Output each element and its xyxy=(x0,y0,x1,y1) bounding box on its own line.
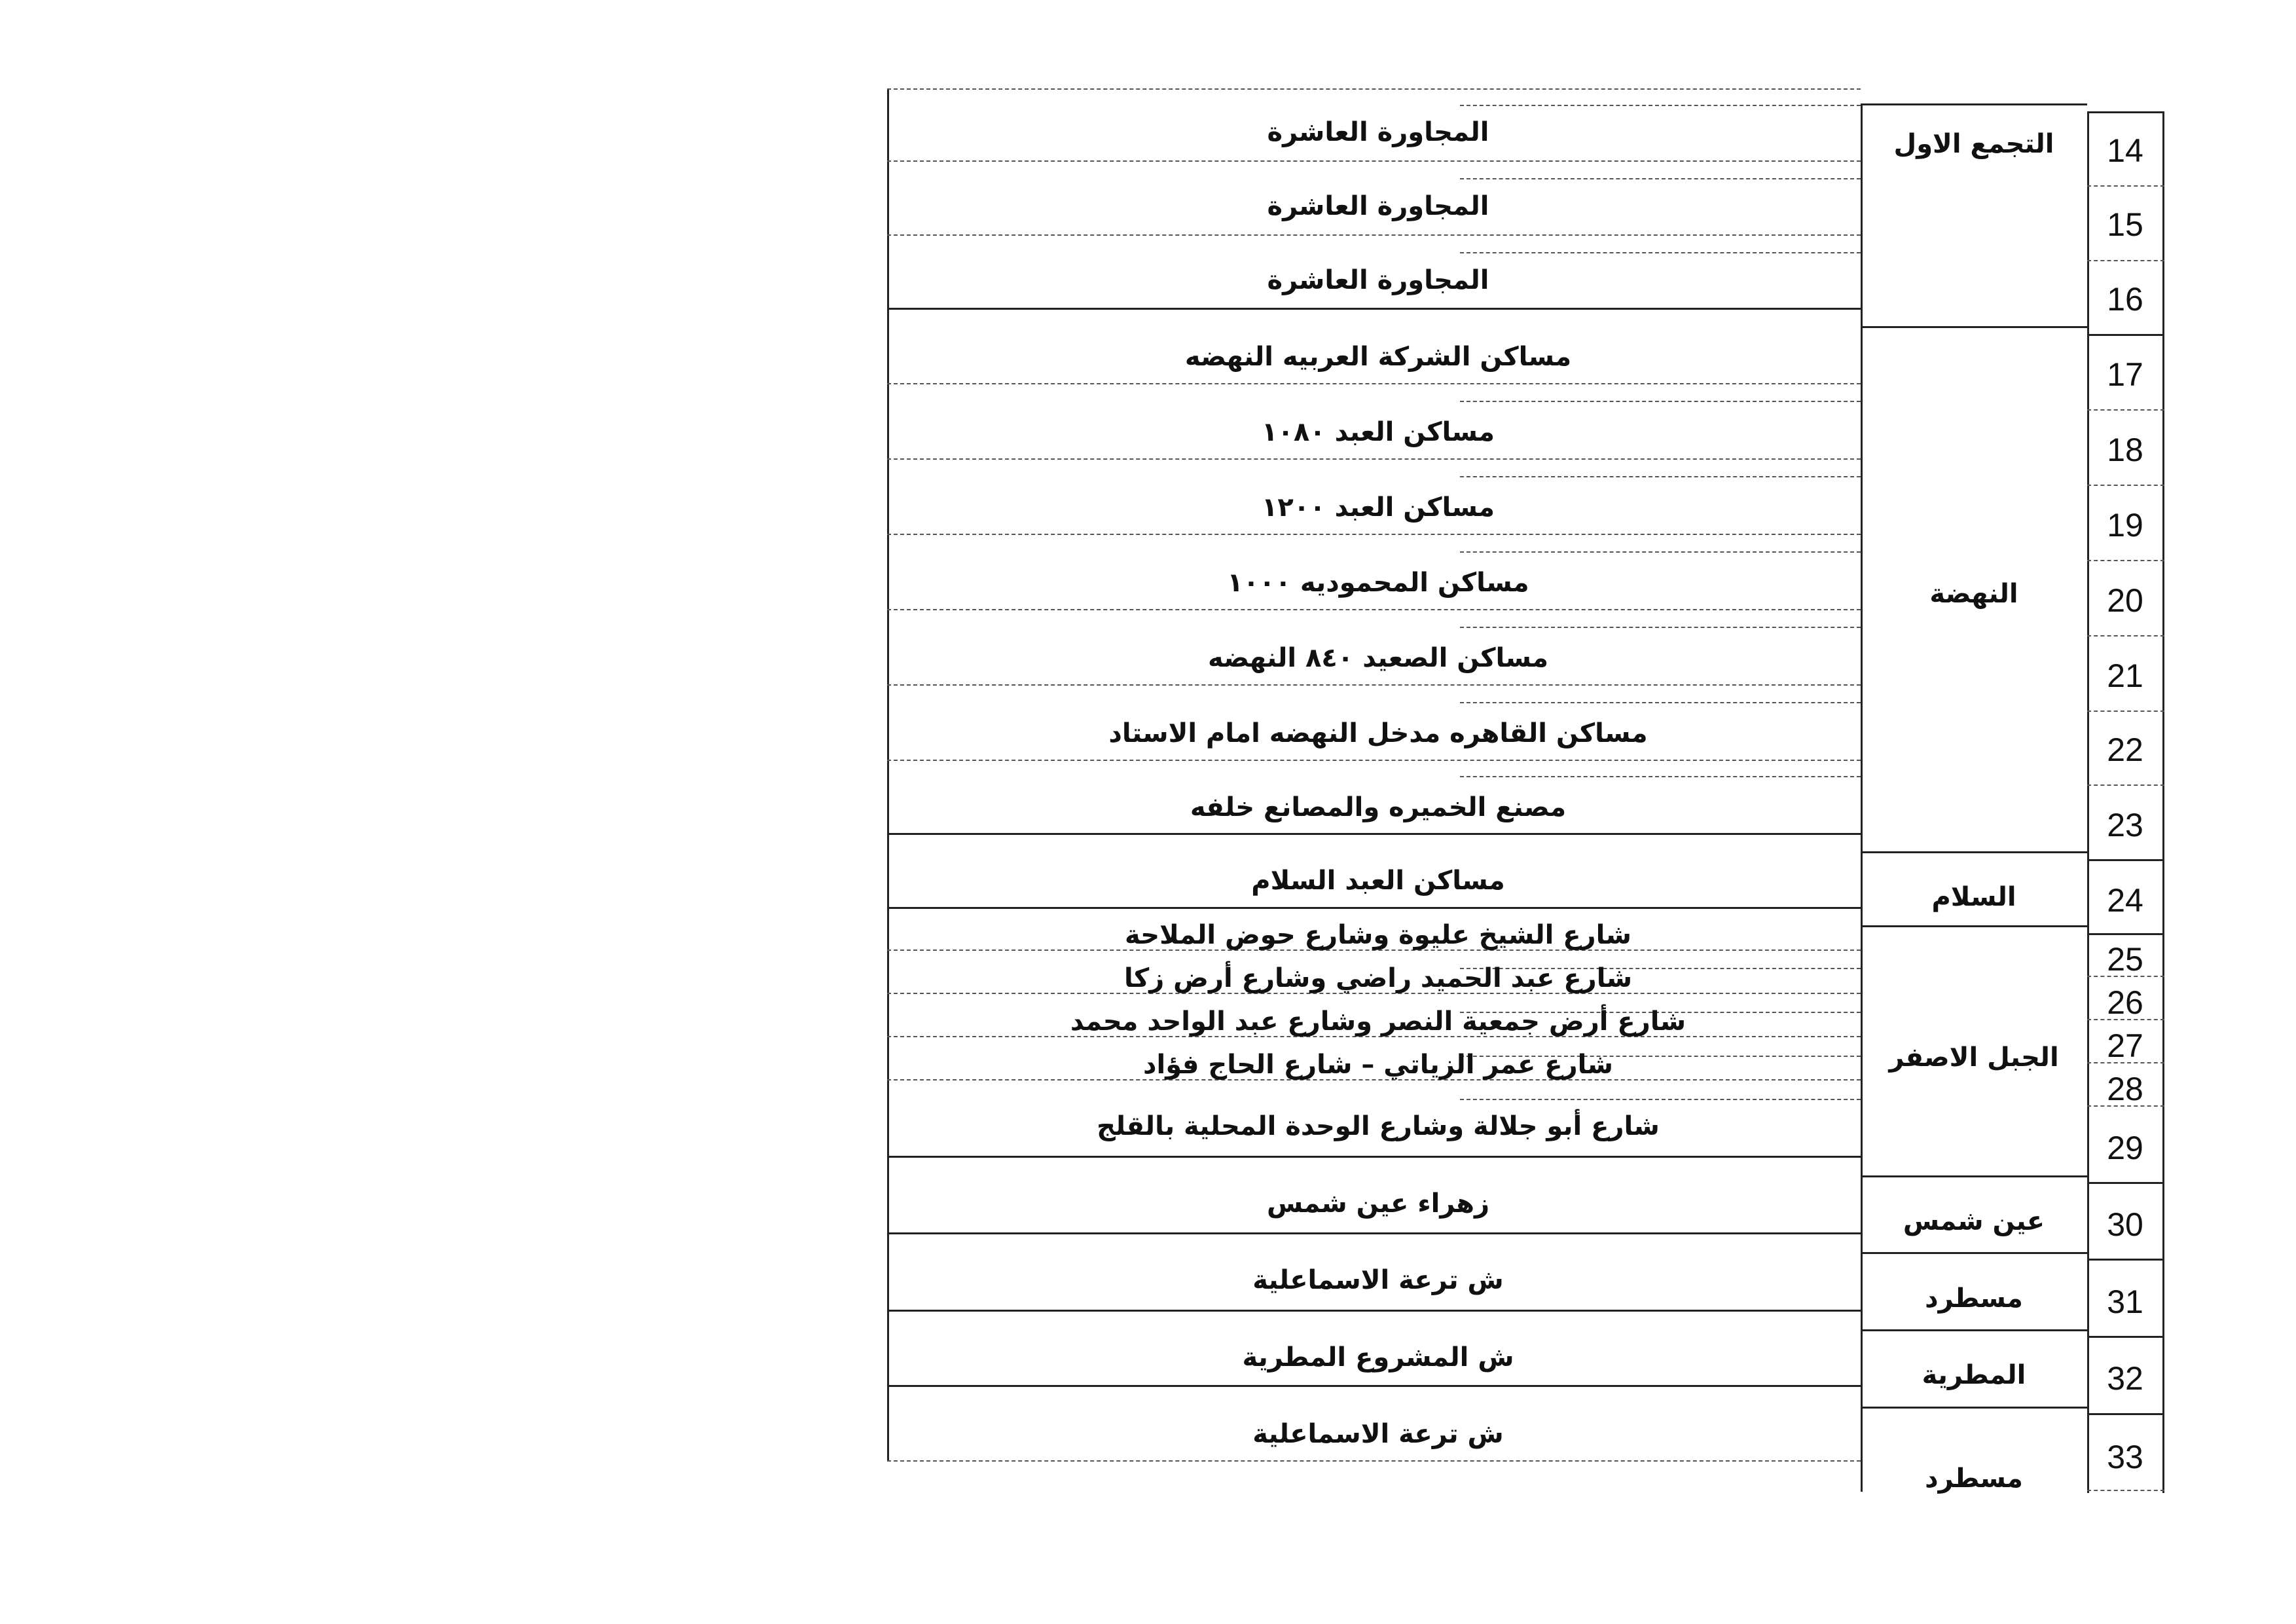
place-rule xyxy=(887,1156,1861,1158)
place-rule xyxy=(887,88,1861,90)
row-number: 17 xyxy=(2107,356,2143,393)
area-rule xyxy=(1861,925,2087,927)
area-name: مسطرد xyxy=(1925,1464,2023,1494)
place-rule xyxy=(887,1310,1861,1312)
number-rule xyxy=(2087,1490,2164,1491)
row-number: 26 xyxy=(2107,984,2143,1021)
place-rule xyxy=(887,833,1861,835)
place-rule xyxy=(887,760,1861,761)
area-name: النهضة xyxy=(1929,579,2018,609)
row-number: 33 xyxy=(2107,1439,2143,1475)
row-number: 21 xyxy=(2107,657,2143,694)
row-number: 29 xyxy=(2107,1130,2143,1166)
place-name: زهراء عين شمس xyxy=(1267,1189,1489,1219)
number-rule xyxy=(2087,111,2164,113)
place-rule-right xyxy=(1460,105,1861,106)
area-name: المطرية xyxy=(1922,1360,2026,1390)
table-left-border xyxy=(887,88,889,1460)
row-number: 28 xyxy=(2107,1071,2143,1107)
row-number: 22 xyxy=(2107,731,2143,768)
number-rule xyxy=(2087,1336,2164,1338)
place-rule-right xyxy=(1460,627,1861,628)
place-name: المجاورة العاشرة xyxy=(1267,117,1489,147)
place-name: مساكن الشركة العربيه النهضه xyxy=(1184,342,1572,372)
number-rule xyxy=(2087,933,2164,935)
row-number: 15 xyxy=(2107,206,2143,243)
place-rule-right xyxy=(1460,401,1861,402)
place-name: مساكن المحموديه ١٠٠٠ xyxy=(1227,568,1529,598)
place-name: شارع أرض جمعية النصر وشارع عبد الواحد محمد xyxy=(1070,1006,1686,1037)
row-number: 32 xyxy=(2107,1360,2143,1397)
row-number: 24 xyxy=(2107,882,2143,919)
number-rule xyxy=(2087,710,2164,712)
place-rule xyxy=(887,1232,1861,1234)
area-name: السلام xyxy=(1931,882,2016,912)
row-number: 20 xyxy=(2107,582,2143,619)
number-rule xyxy=(2087,260,2164,261)
place-rule-right xyxy=(1460,178,1861,179)
place-name: مساكن العبد ١٢٠٠ xyxy=(1262,492,1495,523)
place-name: ش المشروع المطرية xyxy=(1242,1342,1514,1373)
place-rule xyxy=(887,1385,1861,1387)
area-rule xyxy=(1861,1175,2087,1177)
place-rule xyxy=(887,383,1861,384)
row-number: 27 xyxy=(2107,1027,2143,1064)
place-rule-right xyxy=(1460,476,1861,477)
place-rule xyxy=(887,160,1861,162)
place-rule xyxy=(887,609,1861,610)
place-rule xyxy=(887,1460,1861,1462)
number-rule xyxy=(2087,334,2164,336)
place-name: ش ترعة الاسماعلية xyxy=(1252,1419,1504,1449)
place-rule xyxy=(887,684,1861,686)
number-rule xyxy=(2087,185,2164,187)
row-number: 18 xyxy=(2107,432,2143,468)
place-rule-right xyxy=(1460,1099,1861,1100)
place-rule-right xyxy=(1460,252,1861,253)
place-rule-right xyxy=(1460,551,1861,553)
area-rule xyxy=(1861,1407,2087,1409)
place-rule xyxy=(887,907,1861,909)
number-rule xyxy=(2087,409,2164,411)
area-name-clip xyxy=(1876,1464,2072,1494)
number-rule xyxy=(2087,1413,2164,1415)
row-number: 30 xyxy=(2107,1206,2143,1243)
area-rule xyxy=(1861,1329,2087,1331)
row-number: 23 xyxy=(2107,807,2143,843)
row-number: 16 xyxy=(2107,281,2143,318)
place-name: ش ترعة الاسماعلية xyxy=(1252,1265,1504,1295)
place-rule-right xyxy=(1460,776,1861,777)
place-name: مساكن العبد ١٠٨٠ xyxy=(1262,417,1495,447)
place-name: شارع الشيخ عليوة وشارع حوض الملاحة xyxy=(1125,920,1631,950)
number-rule xyxy=(2087,1259,2164,1261)
place-name: مساكن الصعيد ٨٤٠ النهضه xyxy=(1207,643,1549,673)
place-rule xyxy=(887,458,1861,460)
place-name: مصنع الخميره والمصانع خلفه xyxy=(1190,792,1567,822)
place-area-divider xyxy=(1861,103,1863,1492)
area-name: التجمع الاول xyxy=(1893,129,2054,159)
row-number: 25 xyxy=(2107,941,2143,978)
area-name: عين شمس xyxy=(1903,1206,2045,1236)
row-number: 14 xyxy=(2107,132,2143,169)
place-name: شارع عبد الحميد راضي وشارع أرض زكا xyxy=(1123,963,1633,993)
number-rule xyxy=(2087,1182,2164,1184)
area-rule xyxy=(1861,851,2087,853)
area-name: الجبل الاصفر xyxy=(1889,1043,2059,1073)
area-name: مسطرد xyxy=(1925,1283,2023,1314)
place-name: المجاورة العاشرة xyxy=(1267,265,1489,295)
number-rule xyxy=(2087,784,2164,786)
place-rule xyxy=(887,234,1861,236)
place-rule xyxy=(887,534,1861,535)
place-name: شارع أبو جلالة وشارع الوحدة المحلية بالقلج xyxy=(1097,1111,1660,1141)
area-rule xyxy=(1861,1252,2087,1254)
row-number: 19 xyxy=(2107,507,2143,544)
area-rule xyxy=(1861,103,2087,105)
number-rule xyxy=(2087,560,2164,561)
number-rule xyxy=(2087,859,2164,861)
row-number: 31 xyxy=(2107,1283,2143,1320)
number-rule xyxy=(2087,635,2164,637)
area-rule xyxy=(1861,326,2087,328)
place-name: مساكن العبد السلام xyxy=(1251,866,1505,896)
place-name: شارع عمر الزياتي – شارع الحاج فؤاد xyxy=(1142,1050,1614,1080)
place-name: مساكن القاهره مدخل النهضه امام الاستاد xyxy=(1108,718,1648,748)
number-rule xyxy=(2087,485,2164,486)
place-rule xyxy=(887,308,1861,310)
place-name: المجاورة العاشرة xyxy=(1267,191,1489,221)
place-rule-right xyxy=(1460,702,1861,703)
